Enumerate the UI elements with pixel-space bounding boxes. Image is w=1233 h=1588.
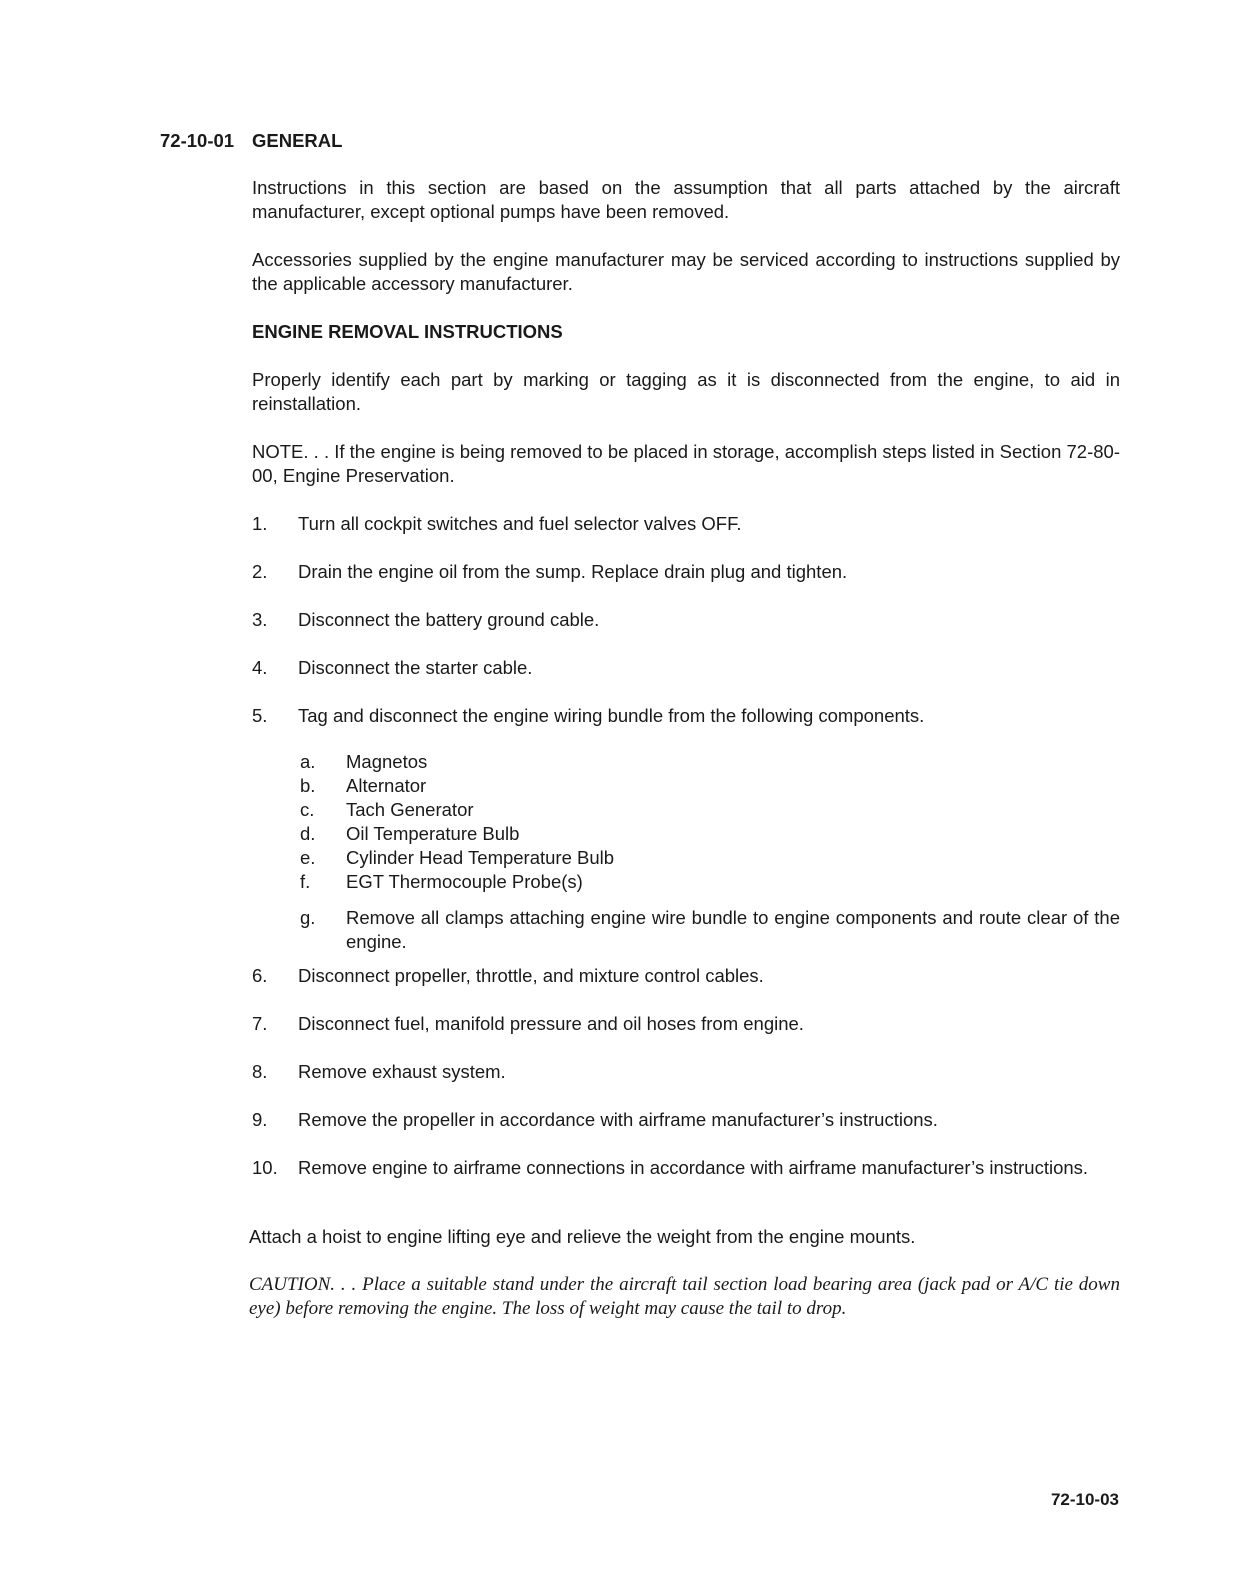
step-item <box>252 1012 1120 1036</box>
attach-hoist-paragraph: Attach a hoist to engine lifting eye and relieve the weight from the engine mounts. <box>249 1226 916 1247</box>
body-content <box>252 176 1120 1204</box>
step-item <box>252 1156 1120 1180</box>
step-text: Disconnect propeller, throttle, and mixture control cables. <box>298 965 764 986</box>
removal-steps-continued <box>252 964 1120 1180</box>
step-number: 2. <box>252 561 268 582</box>
step-item <box>252 656 1120 680</box>
step-text: Remove engine to airframe connections in accordance with airframe manufacturer’s instructions. <box>298 1157 1089 1178</box>
identify-paragraph: Properly identify each part by marking or tagging as it is disconnected from the engine, to aid in reinstallation. <box>252 369 1120 414</box>
substep-item <box>300 774 1120 798</box>
section-heading <box>160 130 342 152</box>
substep-item <box>300 870 1120 894</box>
step-text: Turn all cockpit switches and fuel selector valves OFF. <box>298 513 742 534</box>
step-text: Disconnect the battery ground cable. <box>298 609 600 630</box>
page-number: 72-10-03 <box>1050 1490 1119 1509</box>
caution-paragraph: CAUTION. . . Place a suitable stand under the aircraft tail section load bearing area (jack pad or A/C tie down eye) before removing the engine. The loss of weight may cause the tail to drop. <box>249 1274 1120 1319</box>
step-item <box>252 1060 1120 1084</box>
step-number: 9. <box>252 1109 268 1130</box>
step-number: 7. <box>252 1013 268 1034</box>
substep-letter: e. <box>300 847 316 868</box>
substep-letter: g. <box>300 907 316 928</box>
substep-text: Tach Generator <box>346 799 474 820</box>
step-text: Drain the engine oil from the sump. Replace drain plug and tighten. <box>298 561 848 582</box>
substep-text: Alternator <box>346 775 427 796</box>
step-number: 1. <box>252 513 268 534</box>
step-number: 6. <box>252 965 268 986</box>
step-number: 4. <box>252 657 268 678</box>
substep-letter: a. <box>300 751 316 772</box>
intro-paragraph: Instructions in this section are based on the assumption that all parts attached by the aircraft manufacturer, except optional pumps have been removed. <box>252 177 1120 222</box>
wiring-components-list <box>300 750 1120 954</box>
substep-letter: d. <box>300 823 316 844</box>
step-item <box>252 512 1120 536</box>
step-item <box>252 704 1120 728</box>
substep-item <box>300 846 1120 870</box>
substep-letter: f. <box>300 871 311 892</box>
step-item <box>252 560 1120 584</box>
step-text: Disconnect the starter cable. <box>298 657 533 678</box>
substep-text: Remove all clamps attaching engine wire bundle to engine components and route clear of the engine. <box>346 907 1120 952</box>
step-item <box>252 964 1120 988</box>
step-text: Tag and disconnect the engine wiring bundle from the following components. <box>298 705 925 726</box>
substep-letter: b. <box>300 775 316 796</box>
step-number: 3. <box>252 609 268 630</box>
removal-subheading: ENGINE REMOVAL INSTRUCTIONS <box>252 321 563 342</box>
step-number: 8. <box>252 1061 268 1082</box>
substep-item <box>300 822 1120 846</box>
substep-item <box>300 750 1120 774</box>
substep-letter: c. <box>300 799 315 820</box>
step-text: Remove exhaust system. <box>298 1061 506 1082</box>
substep-text: Cylinder Head Temperature Bulb <box>346 847 615 868</box>
step-text: Remove the propeller in accordance with airframe manufacturer’s instructions. <box>298 1109 938 1130</box>
step-text: Disconnect fuel, manifold pressure and oil hoses from engine. <box>298 1013 804 1034</box>
section-number: 72-10-01 <box>160 130 235 151</box>
note-paragraph: NOTE. . . If the engine is being removed to be placed in storage, accomplish steps listed in Section 72-80-00, Engine Preservation. <box>252 441 1120 486</box>
step-item <box>252 1108 1120 1132</box>
step-item <box>252 608 1120 632</box>
accessories-paragraph: Accessories supplied by the engine manufacturer may be serviced according to instructions supplied by the applicable accessory manufacturer. <box>252 249 1120 294</box>
substep-text: EGT Thermocouple Probe(s) <box>346 871 583 892</box>
substep-text: Magnetos <box>346 751 428 772</box>
step-number: 10. <box>252 1157 278 1178</box>
substep-item <box>300 906 1120 954</box>
substep-text: Oil Temperature Bulb <box>346 823 520 844</box>
section-title: GENERAL <box>252 130 343 151</box>
step-number: 5. <box>252 705 268 726</box>
removal-steps <box>252 512 1120 728</box>
substep-item <box>300 798 1120 822</box>
